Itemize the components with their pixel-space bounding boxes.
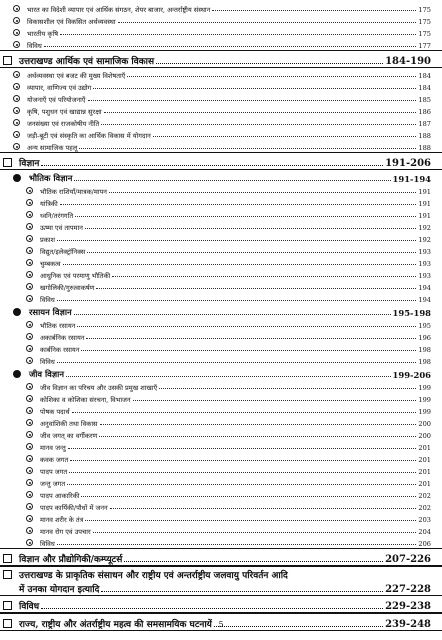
dot-leader (70, 460, 416, 461)
entry-title: कार्बनिक रसायन (40, 346, 80, 354)
bullet-circle-icon (26, 419, 33, 426)
filled-bullet-icon (13, 370, 21, 378)
entry-title: विविध (27, 42, 42, 50)
entry-title: विज्ञान और प्रौद्योगिकी/कम्प्यूटर्स (19, 555, 123, 565)
toc-item-entry (0, 330, 442, 342)
bullet-circle-icon (26, 271, 33, 278)
bullet-circle-icon (13, 83, 20, 90)
entry-page: 198 (418, 346, 431, 354)
bullet-circle-icon (26, 187, 33, 194)
toc-item-entry (0, 2, 442, 14)
dot-leader (57, 240, 416, 241)
bullet-circle-icon (26, 259, 33, 266)
dot-leader (74, 314, 391, 315)
entry-title: कृषि, पशुधन एवं खाद्यान्न सुरक्षा (27, 108, 102, 116)
entry-title: पादप आकारिकी (40, 492, 80, 500)
entry-page: 199 (418, 384, 431, 392)
bullet-circle-icon (13, 119, 20, 126)
toc-item-entry (0, 128, 442, 140)
entry-title: पादप जगत (40, 468, 68, 476)
toc-item-entry (0, 380, 442, 392)
entry-title: कोशिका व कोशिका संरचना, विभाजन (40, 396, 131, 404)
dot-leader (81, 496, 416, 497)
toc-item-entry (0, 26, 442, 38)
toc-item-entry (0, 244, 442, 256)
toc-item-entry (0, 318, 442, 330)
entry-page: 184 (418, 72, 431, 80)
entry-title: भारत का विदेशी व्यापार एवं आर्थिक संगठन, शेयर बाजार, अन्तर्राष्ट्रीय संस्थान (27, 6, 211, 14)
dot-leader (57, 300, 417, 301)
toc-item-entry (0, 416, 442, 428)
bullet-circle-icon (13, 107, 20, 114)
dot-leader (60, 34, 416, 35)
entry-page: 199 (418, 396, 431, 404)
entry-page: 192 (418, 236, 431, 244)
entry-title: जीव विज्ञान (29, 369, 64, 379)
bullet-circle-icon (26, 491, 33, 498)
entry-title: विविध (40, 296, 55, 304)
toc-item-entry (0, 342, 442, 354)
entry-page: 177 (418, 42, 431, 50)
entry-page: 186 (418, 108, 431, 116)
entry-page: 239-248 (385, 619, 431, 630)
toc-item-entry (0, 476, 442, 488)
entry-title: जीव जगत् का वर्गीकरण (40, 432, 98, 440)
bullet-circle-icon (26, 539, 33, 546)
toc-item-entry (0, 440, 442, 452)
dot-leader (75, 216, 416, 217)
entry-title: व्यापार, वाणिज्य एवं उद्योग (27, 84, 92, 92)
toc-item-entry (0, 488, 442, 500)
entry-title: पादप कार्यिकी/पौधों में जनन (40, 504, 108, 512)
bullet-circle-icon (26, 443, 33, 450)
toc-item-entry (0, 464, 442, 476)
entry-title: आधुनिक एवं परमाणु भौतिकी (40, 272, 111, 280)
entry-page: 191-194 (392, 174, 431, 184)
entry-title: योजनाएँ एवं परियोजनाएँ (27, 96, 86, 104)
dot-leader (67, 484, 416, 485)
entry-title: ध्वनि/तरंगगति (40, 212, 74, 220)
checkbox-square-icon (3, 158, 12, 167)
dot-leader (81, 350, 416, 351)
filled-bullet-icon (13, 308, 21, 316)
toc-item-entry (0, 80, 442, 92)
bullet-circle-icon (13, 71, 20, 78)
bullet-circle-icon (26, 345, 33, 352)
toc-item-entry (0, 268, 442, 280)
entry-title: विविध (19, 602, 40, 612)
entry-page: 185 (418, 96, 431, 104)
entry-page: 195-198 (392, 308, 431, 318)
toc-item-entry (0, 256, 442, 268)
bullet-circle-icon (13, 95, 20, 102)
toc-item-entry (0, 524, 442, 536)
dot-leader (77, 326, 416, 327)
dot-leader (100, 424, 417, 425)
entry-page: 175 (418, 18, 431, 26)
entry-page: 229-238 (385, 601, 431, 612)
entry-title: रसायन विज्ञान (29, 307, 72, 317)
entry-page: 191 (418, 212, 431, 220)
bullet-circle-icon (26, 357, 33, 364)
entry-page: 188 (418, 144, 431, 152)
bullet-circle-icon (26, 235, 33, 242)
entry-page: 200 (418, 432, 431, 440)
entry-line-1 (3, 567, 431, 581)
dot-leader (44, 46, 417, 47)
bullet-circle-icon (13, 5, 20, 12)
dot-leader (41, 165, 383, 166)
bullet-circle-icon (26, 455, 33, 462)
toc-item-entry (0, 392, 442, 404)
entry-page: 227-228 (385, 584, 431, 595)
entry-page: 191 (418, 200, 431, 208)
toc-section-entry (0, 549, 442, 565)
bullet-circle-icon (13, 143, 20, 150)
dot-leader (88, 100, 417, 101)
dot-leader (104, 112, 417, 113)
dot-leader (110, 508, 417, 509)
toc-section-entry (0, 153, 442, 169)
entry-title: विद्युत/इलेक्ट्रॉनिक्स (40, 248, 86, 256)
toc-item-entry (0, 104, 442, 116)
entry-page: 201 (418, 456, 431, 464)
dot-leader (127, 76, 416, 77)
entry-page: 201 (418, 480, 431, 488)
entry-page: 202 (418, 504, 431, 512)
toc-item-entry (0, 232, 442, 244)
checkbox-square-icon (3, 601, 12, 610)
entry-page: 175 (418, 30, 431, 38)
dot-leader (79, 148, 416, 149)
entry-title: भौतिक विज्ञान (29, 173, 73, 183)
entry-page: 203 (418, 516, 431, 524)
entry-page: 193 (418, 248, 431, 256)
dot-leader (101, 591, 383, 592)
dot-leader (85, 520, 416, 521)
entry-title: भौतिक रसायन (40, 322, 76, 330)
bullet-circle-icon (26, 321, 33, 328)
bullet-circle-icon (26, 333, 33, 340)
bullet-circle-icon (26, 431, 33, 438)
dot-leader (87, 252, 416, 253)
dot-leader (101, 124, 416, 125)
dot-leader (109, 192, 416, 193)
bullet-circle-icon (26, 247, 33, 254)
dot-leader (124, 561, 383, 562)
toc-item-entry (0, 292, 442, 304)
dot-leader (99, 436, 416, 437)
entry-page: 196 (418, 334, 431, 342)
checkbox-square-icon (3, 56, 12, 65)
entry-title: राज्य, राष्ट्रीय और अंतर्राष्ट्रीय महत्व की समसामयिक घटनायें (19, 620, 212, 630)
bullet-circle-icon (26, 199, 33, 206)
dot-leader (93, 88, 416, 89)
entry-page: 195 (418, 322, 431, 330)
toc-item-entry (0, 14, 442, 26)
entry-page: 201 (418, 444, 431, 452)
bullet-circle-icon (26, 395, 33, 402)
bullet-circle-icon (26, 503, 33, 510)
bullet-circle-icon (26, 283, 33, 290)
bullet-circle-icon (26, 211, 33, 218)
entry-title: उत्तराखण्ड के प्राकृतिक संसाधन और राष्ट्रीय एवं अन्तर्राष्ट्रीय जलवायु परिवर्तन आदि (19, 571, 288, 581)
entry-title: मानव शरीर के तंत्र (40, 516, 84, 524)
entry-title: जनसंख्या एवं राजकोषीय नीति (27, 120, 100, 128)
dot-leader (85, 228, 416, 229)
entry-line-2 (3, 581, 431, 595)
entry-title: प्रकाश (40, 236, 56, 244)
filled-bullet-icon (13, 174, 21, 182)
dot-leader (153, 136, 417, 137)
entry-page: 175 (418, 6, 431, 14)
entry-title: खगोलिकी/गुरुत्वाकर्षण (40, 284, 95, 292)
entry-title: विज्ञान (19, 159, 40, 169)
entry-page: 193 (418, 272, 431, 280)
dot-leader (60, 204, 417, 205)
dot-leader (68, 448, 417, 449)
entry-page: 199-206 (392, 370, 431, 380)
entry-page: 191-206 (385, 158, 431, 169)
entry-title: उत्तराखण्ड आर्थिक एवं सामाजिक विकास (19, 57, 155, 67)
bullet-circle-icon (13, 41, 20, 48)
section-divider (0, 630, 442, 631)
entry-page: 187 (418, 120, 431, 128)
toc-subsection-entry (0, 366, 442, 380)
toc-item-entry (0, 500, 442, 512)
entry-title: विविध (40, 540, 55, 548)
checkbox-square-icon (3, 554, 12, 563)
dot-leader (72, 412, 417, 413)
toc-item-entry (0, 184, 442, 196)
entry-title: जन्तु जगत (40, 480, 66, 488)
entry-title-continued: में उनका योगदान इत्यादि (19, 585, 100, 595)
entry-title: पोषक पदार्थ (40, 408, 70, 416)
entry-title: विकासशील एवं विकसित अर्थव्यवस्था (27, 18, 116, 26)
entry-title: यांत्रिकी (40, 200, 58, 208)
dot-leader (57, 544, 417, 545)
dot-leader (156, 63, 383, 64)
toc-item-entry (0, 512, 442, 524)
bullet-circle-icon (26, 467, 33, 474)
bullet-circle-icon (13, 29, 20, 36)
bullet-circle-icon (26, 295, 33, 302)
bullet-circle-icon (26, 383, 33, 390)
dot-leader (212, 10, 416, 11)
entry-page: 206 (418, 540, 431, 548)
entry-page: 194 (418, 284, 431, 292)
bullet-circle-icon (13, 17, 20, 24)
entry-title: अन्य सामाजिक पहलू (27, 144, 78, 152)
entry-page: 184 (418, 84, 431, 92)
bullet-circle-icon (13, 131, 20, 138)
toc-subsection-entry (0, 170, 442, 184)
bullet-circle-icon (26, 515, 33, 522)
entry-page: 201 (418, 468, 431, 476)
dot-leader (96, 288, 416, 289)
page-number: 5 (218, 620, 224, 629)
entry-page: 202 (418, 492, 431, 500)
toc-item-entry (0, 280, 442, 292)
toc-item-entry (0, 92, 442, 104)
entry-page: 198 (418, 358, 431, 366)
bullet-circle-icon (26, 223, 33, 230)
entry-page: 199 (418, 408, 431, 416)
dot-leader (66, 376, 391, 377)
dot-leader (118, 22, 417, 23)
entry-title: मानव जन्तु (40, 444, 66, 452)
entry-title: भौतिक राशियाँ/मात्रक/मापन (40, 188, 107, 196)
toc-item-entry (0, 452, 442, 464)
toc-section-entry (0, 567, 442, 595)
toc-section-entry (0, 596, 442, 612)
toc-item-entry (0, 536, 442, 548)
entry-title: चुम्बकत्व (40, 260, 61, 268)
toc-item-entry (0, 140, 442, 152)
entry-page: 191 (418, 188, 431, 196)
toc-item-entry (0, 116, 442, 128)
bullet-circle-icon (26, 479, 33, 486)
toc-item-entry (0, 208, 442, 220)
dot-leader (57, 362, 417, 363)
entry-title: भारतीय कृषि (27, 30, 59, 38)
checkbox-square-icon (3, 570, 12, 579)
dot-leader (133, 400, 417, 401)
entry-page: 200 (418, 420, 431, 428)
entry-page: 188 (418, 132, 431, 140)
entry-title: अर्थव्यवस्था एवं बजट की मुख्य विशेषताएँ (27, 72, 126, 80)
entry-page: 192 (418, 224, 431, 232)
toc-section-entry (0, 51, 442, 67)
dot-leader (112, 276, 416, 277)
dot-leader (93, 532, 417, 533)
dot-leader (63, 264, 417, 265)
bullet-circle-icon (26, 407, 33, 414)
toc-item-entry (0, 196, 442, 208)
entry-title: कवक जगत (40, 456, 69, 464)
entry-title: मानव रोग एवं उपचार (40, 528, 91, 536)
dot-leader (86, 338, 416, 339)
entry-page: 194 (418, 296, 431, 304)
toc-item-entry (0, 404, 442, 416)
bullet-circle-icon (26, 527, 33, 534)
toc-item-entry (0, 38, 442, 50)
toc-item-entry (0, 428, 442, 440)
dot-leader (74, 180, 390, 181)
entry-title: ऊष्मा एवं तापमान (40, 224, 83, 232)
entry-title: अनुवांशिकी तथा विकास (40, 420, 98, 428)
entry-title: जीव विज्ञान का परिचय और उसकी प्रमुख शाखाएँ (40, 384, 158, 392)
toc-item-entry (0, 220, 442, 232)
dot-leader (41, 608, 383, 609)
toc-item-entry (0, 68, 442, 80)
entry-page: 204 (418, 528, 431, 536)
toc-item-entry (0, 354, 442, 366)
entry-title: जड़ी-बूटी एवं संस्कृति का आर्थिक विकास में योगदान (27, 132, 151, 140)
entry-page: 193 (418, 260, 431, 268)
dot-leader (159, 388, 416, 389)
entry-title: विविध (40, 358, 55, 366)
entry-page: 207-226 (385, 554, 431, 565)
entry-page: 184-190 (385, 56, 431, 67)
toc-subsection-entry (0, 304, 442, 318)
dot-leader (69, 472, 416, 473)
entry-title: अकार्बनिक रसायन (40, 334, 85, 342)
